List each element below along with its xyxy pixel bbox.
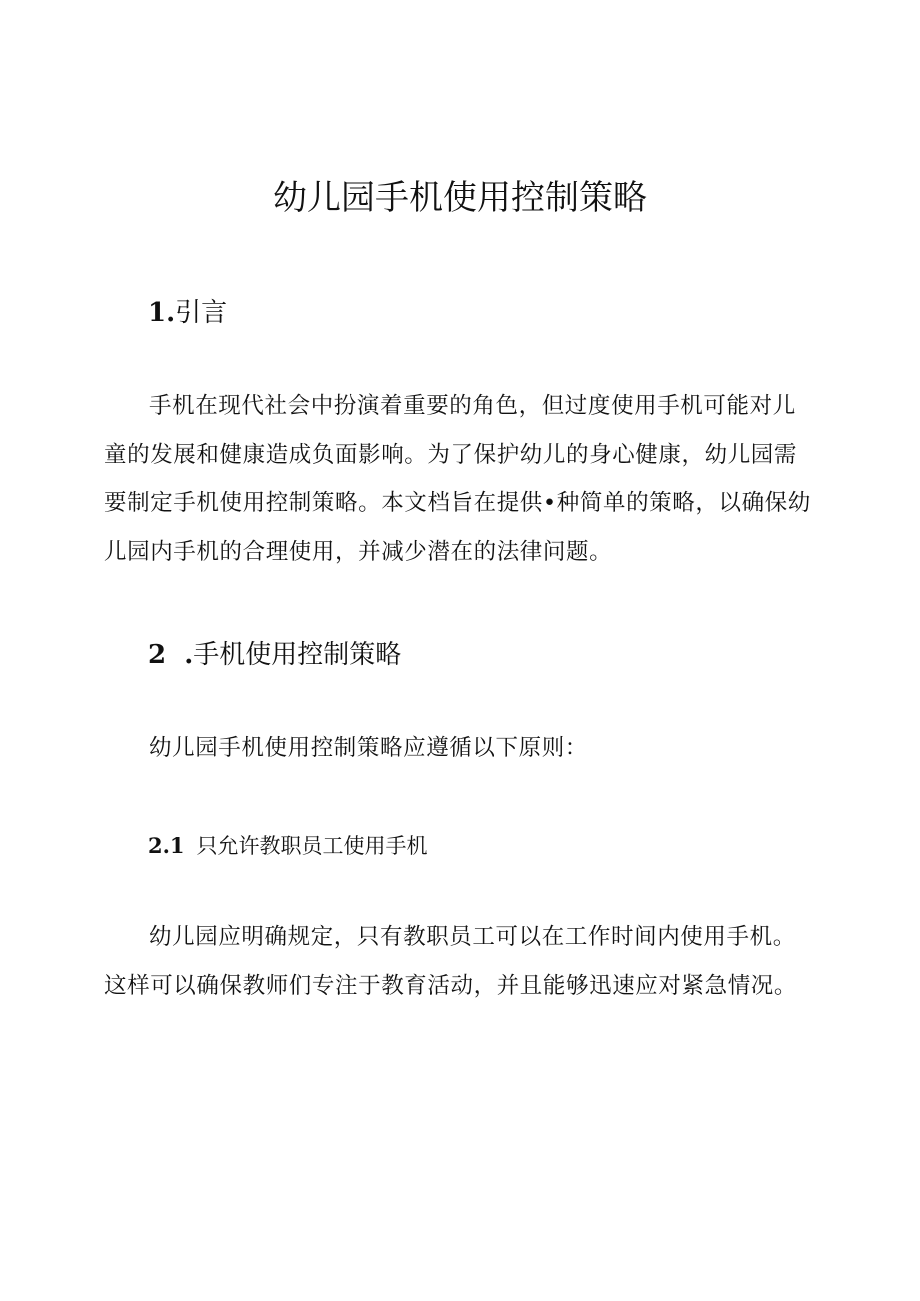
subsection-2-1-paragraph-line-1: 幼儿园应明确规定，只有教职员工可以在工作时间内使用手机。	[149, 924, 796, 950]
subsection-2-1-paragraph-line-2: 这样可以确保教师们专注于教育活动，并且能够迅速应对紧急情况。	[104, 973, 798, 999]
section-2-intro: 幼儿园手机使用控制策略应遵循以下原则：	[149, 735, 588, 761]
subsection-2-1-title: 只允许教职员工使用手机	[196, 834, 428, 858]
section-1-number: 1.	[148, 298, 176, 328]
section-1-title: 引言	[175, 298, 228, 328]
section-2-number: 2 .	[148, 640, 194, 670]
section-2-title: 手机使用控制策略	[193, 640, 402, 670]
document-title: 幼儿园手机使用控制策略	[273, 178, 647, 218]
subsection-2-1-heading	[148, 832, 428, 860]
section-1-paragraph: 手机在现代社会中扮演着重要的角色，但过度使用手机可能对儿童的发展和健康造成负面影响。为了保护幼儿的身心健康，幼儿园需要制定手机使用控制策略。本文档旨在提供•种简单的策略，以确保幼儿园内手机的合理使用，并减少潜在的法律问题。	[104, 393, 811, 565]
subsection-2-1-number: 2.1	[148, 833, 185, 858]
section-1-heading	[148, 296, 227, 330]
section-2-heading	[148, 638, 401, 672]
